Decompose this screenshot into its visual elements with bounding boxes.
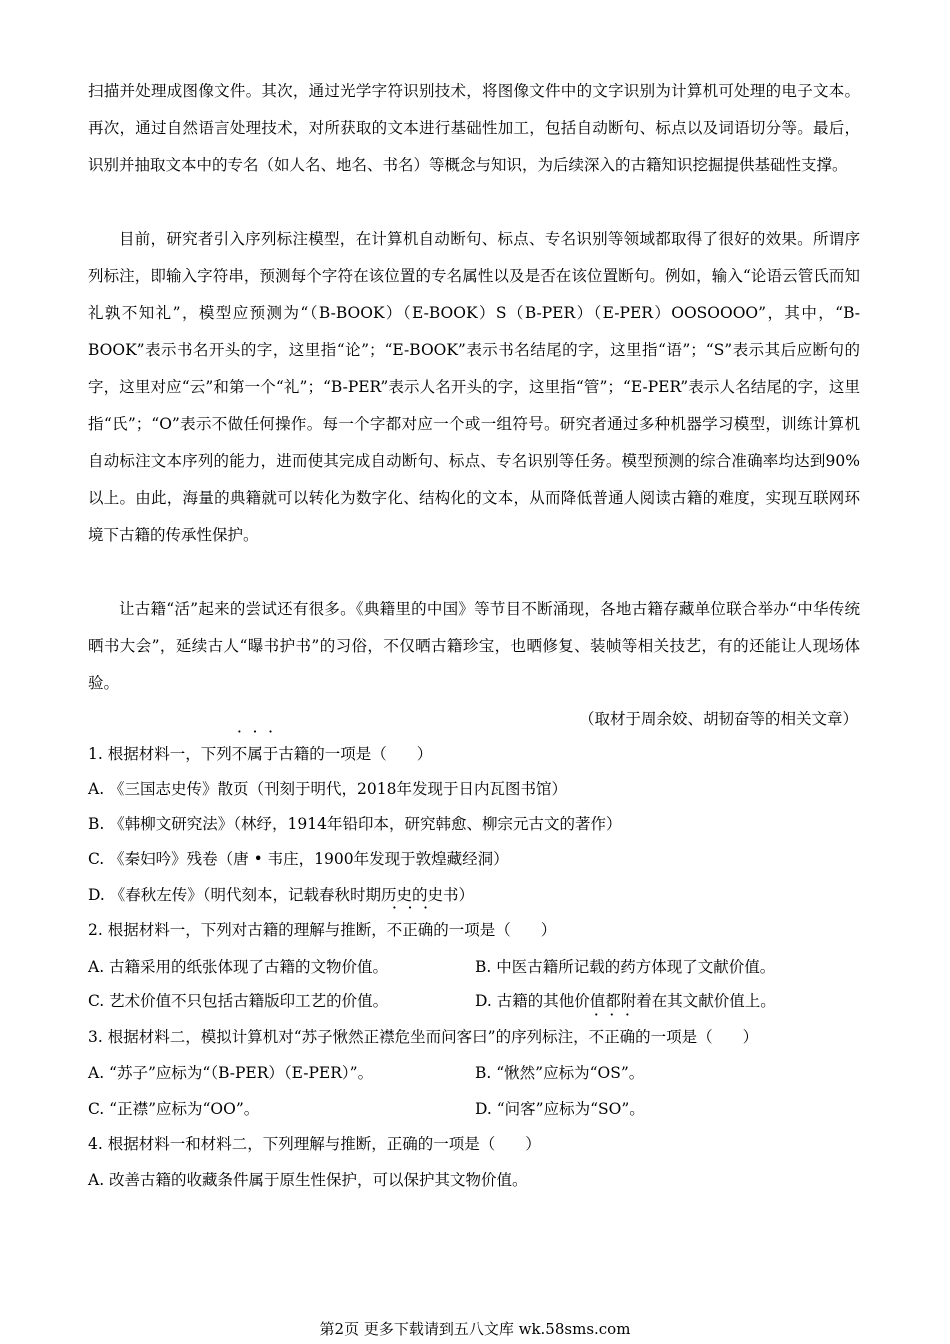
q2-option-a: A. 古籍采用的纸张体现了古籍的文物价值。 <box>88 958 389 976</box>
emphasis-char: 正 <box>402 921 418 939</box>
emphasis-char: 属 <box>247 745 263 763</box>
question-3-stem-end: 的一项是（ <box>635 1028 713 1046</box>
paragraph-revival: 让古籍“活”起来的尝试还有很多。《典籍里的中国》等节目不断涌现，各地古籍存藏单位联合举办“中华传统晒书大会”，延续古人“曝书护书”的习俗，不仅晒古籍珍宝，也晒修复、装帧等相关技艺，有的还能让人现场体验。 <box>88 600 860 692</box>
question-3 <box>88 1022 758 1052</box>
q3-option-b: B. “愀然”应标为“OS”。 <box>475 1064 645 1082</box>
emphasis-char: 于 <box>262 745 279 763</box>
question-1 <box>88 739 432 769</box>
emphasis-char: 不 <box>231 745 248 763</box>
q1-option-b: B. 《韩柳文研究法》（林纾，1914年铅印本，研究韩愈、柳宗元古文的著作） <box>88 815 622 833</box>
q4-option-a: A. 改善古籍的收藏条件属于原生性保护，可以保护其文物价值。 <box>88 1171 528 1189</box>
answer-paren-close: ） <box>742 1028 759 1046</box>
question-4-stem: 4. 根据材料一和材料二，下列理解与推断，正确的一项是（ <box>88 1135 496 1153</box>
emphasis-char: 不 <box>386 921 403 939</box>
answer-paren-close: ） <box>525 1135 541 1153</box>
paragraph-sequence-labeling: 目前，研究者引入序列标注模型，在计算机自动断句、标点、专名识别等领域都取得了很好的效果。所谓序列标注，即输入字符串，预测每个字符在该位置的专名属性以及是否在该位置断句。例如，输入“论语云管氏而知礼孰不知礼”，模型应预测为“（B-BOOK）（E-BOOK）S（B-PER）（E-PER）OOSOOOO”，其中，“B-BOOK”表示书名开头的字，这里指“论”；“E-BOOK”表示书名结尾的字，这里指“语”；“S”表示其后应断句的字，这里对应“云”和第一个“礼”；“B-PER”表示人名开头的字，这里指“管”；“E-PER”表示人名结尾的字，这里指“氏”；“O”表示不做任何操作。每一个字都对应一个或一组符号。研究者通过多种机器学习模型，训练计算机自动标注文本序列的能力，进而使其完成自动断句、标点、专名识别等任务。模型预测的综合准确率均达到90%以上。由此，海量的典籍就可以转化为数字化、结构化的文本，从而降低普通人阅读古籍的难度，实现互联网环境下古籍的传承性保护。 <box>88 230 860 544</box>
question-1-stem-end: 古籍的一项是（ <box>278 745 387 763</box>
q1-option-c: C. 《秦妇吟》残卷（唐 • 韦庄，1900年发现于敦煌藏经洞） <box>88 850 509 868</box>
question-3-stem-start: 3. 根据材料二，模拟计算机对“苏子愀然正襟危坐而问客曰”的序列标注， <box>88 1028 589 1046</box>
question-2 <box>88 915 556 945</box>
emphasis-char: 确 <box>417 921 434 939</box>
question-4 <box>88 1129 541 1159</box>
q2-option-d: D. 古籍的其他价值都附着在其文献价值上。 <box>475 992 776 1010</box>
source-citation: （取材于周余姣、胡韧奋等的相关文章） <box>578 710 858 728</box>
emphasis-char: 确 <box>619 1028 636 1046</box>
q3-option-a: A. “苏子”应标为“（B-PER）（E-PER）”。 <box>88 1064 374 1082</box>
paragraph-continuation: 扫描并处理成图像文件。其次，通过光学字符识别技术，将图像文件中的文字识别为计算机可处理的电子文本。再次，通过自然语言处理技术，对所获取的文本进行基础性加工，包括自动断句、标点以及词语切分等。最后，识别并抽取文本中的专名（如人名、地名、书名）等概念与知识，为后续深入的古籍知识挖掘提供基础性支撑。 <box>88 82 860 174</box>
answer-paren-close: ） <box>416 745 433 763</box>
q1-option-d: D. 《春秋左传》（明代刻本，记载春秋时期历史的史书） <box>88 886 474 904</box>
q2-option-c: C. 艺术价值不只包括古籍版印工艺的价值。 <box>88 992 389 1010</box>
q3-option-d: D. “问客”应标为“SO”。 <box>475 1100 645 1118</box>
question-2-stem-start: 2. 根据材料一，下列对古籍的理解与推断， <box>88 921 387 939</box>
emphasis-char: 不 <box>588 1028 605 1046</box>
question-2-stem-end: 的一项是（ <box>433 921 511 939</box>
q2-option-b: B. 中医古籍所记载的药方体现了文献价值。 <box>475 958 776 976</box>
answer-paren-close: ） <box>540 921 557 939</box>
page-footer: 第2页 更多下载请到五八文库 wk.58sms.com <box>319 1320 631 1338</box>
emphasis-char: 正 <box>604 1028 620 1046</box>
q1-option-a: A. 《三国志史传》散页（刊刻于明代，2018年发现于日内瓦图书馆） <box>88 780 567 798</box>
q3-option-c: C. “正襟”应标为“OO”。 <box>88 1100 260 1118</box>
question-1-stem-start: 1. 根据材料一，下列 <box>88 745 232 763</box>
